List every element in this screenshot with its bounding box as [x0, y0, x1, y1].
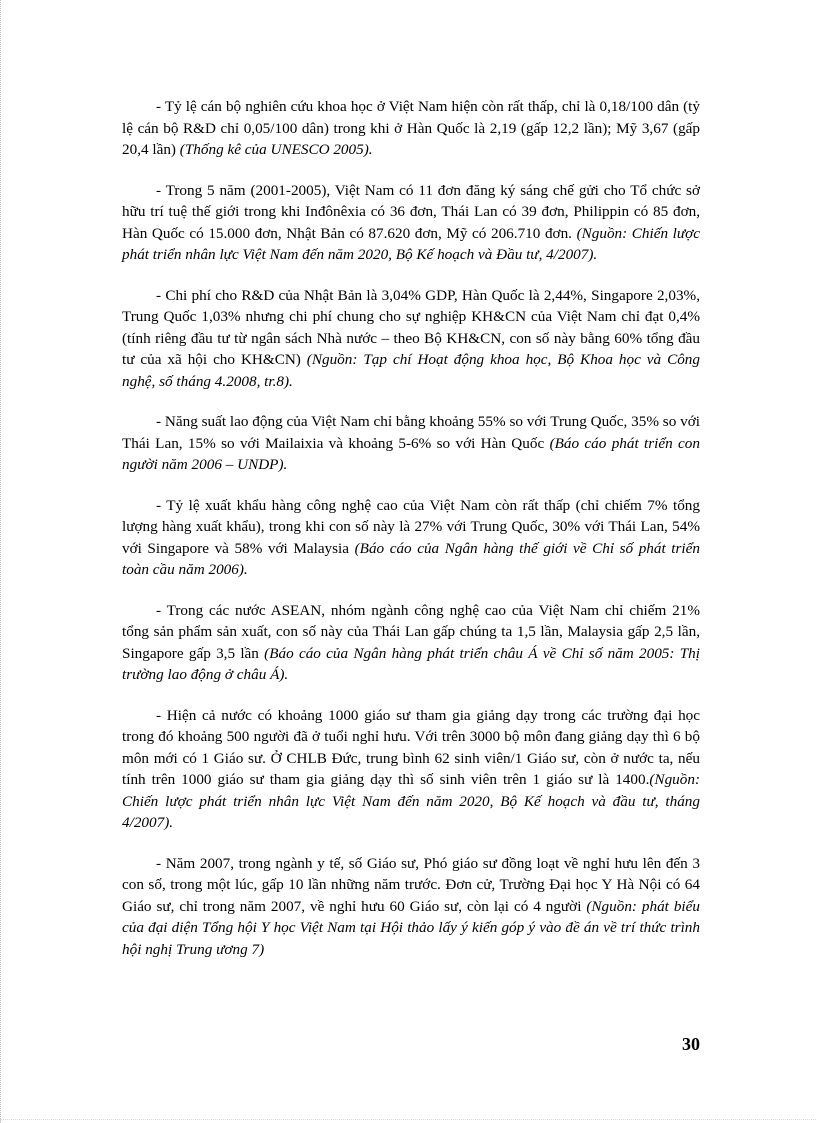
paragraph-professors [122, 705, 700, 834]
paragraph-medical-retirement [122, 853, 700, 961]
page-number: 30 [682, 1034, 700, 1054]
paragraph-rd-spending [122, 285, 700, 393]
page-content [122, 96, 700, 979]
paragraph-text: - Hiện cả nước có khoảng 1000 giáo sư tham gia giảng dạy trong các trường đại học trong đó khoảng 500 người đã ở tuổi nghỉ hưu. Với trên 3000 bộ môn đang giảng dạy thì 6 bộ môn mới có 1 Giáo sư. Ở CHLB Đức, trung bình 62 sinh viên/1 Giáo sư, còn ở nước ta, nếu tính trên 1000 giáo sư tham gia giảng dạy thì số sinh viên trên 1 giáo sư là 1400. [122, 706, 700, 788]
paragraph-text: - Năm 2007, trong ngành y tế, số Giáo sư, Phó giáo sư đồng loạt về nghỉ hưu lên đến 3 con số, trong một lúc, gấp 10 lần những năm trước. Đơn cử, Trường Đại học Y Hà Nội có 64 Giáo sư, chỉ trong năm 2007, về nghỉ hưu 60 Giáo sư, còn lại có 4 người [122, 854, 700, 915]
paragraph-labor-productivity [122, 411, 700, 476]
paragraph-text: - Trong các nước ASEAN, nhóm ngành công nghệ cao của Việt Nam chỉ chiếm 21% tổng sản phẩm sản xuất, con số này của Thái Lan gấp chúng ta 1,5 lần, Malaysia gấp 2,5 lần, Singapore gấp 3,5 lần [122, 601, 700, 662]
paragraph-source: (Nguồn: Chiến lược phát triển nhân lực Việt Nam đến năm 2020, Bộ Kế hoạch và đầu tư, tháng 4/2007). [122, 771, 700, 831]
paragraph-text: - Năng suất lao động của Việt Nam chỉ bằng khoảng 55% so với Trung Quốc, 35% so với Thái Lan, 15% so với Mailaixia và khoảng 5-6% so với Hàn Quốc [122, 413, 700, 452]
paragraph-source: (Nguồn: Tạp chí Hoạt động khoa học, Bộ Khoa học và Công nghệ, số tháng 4.2008, tr.8). [122, 351, 700, 390]
page-bottom-rule [0, 1119, 816, 1120]
paragraph-text: - Trong 5 năm (2001-2005), Việt Nam có 11 đơn đăng ký sáng chế gửi cho Tổ chức sở hữu trí tuệ thế giới trong khi Inđônêxia có 36 đơn, Thái Lan có 39 đơn, Philippin có 85 đơn, Hàn Quốc có 15.000 đơn, Nhật Bản có 87.620 đơn, Mỹ có 206.710 đơn. [122, 181, 700, 242]
paragraph-source: (Nguồn: phát biểu của đại diện Tổng hội Y học Việt Nam tại Hội thảo lấy ý kiến góp ý vào đề án về trí thức trình hội nghị Trung ương 7) [122, 897, 700, 958]
paragraph-text: - Tỷ lệ xuất khẩu hàng công nghệ cao của Việt Nam còn rất thấp (chỉ chiếm 7% tổng lượng hàng xuất khẩu), trong khi con số này là 27% với Trung Quốc, 30% với Thái Lan, 54% với Singapore và 58% với Malaysia [122, 496, 700, 557]
paragraph-text: - Chi phí cho R&D của Nhật Bản là 3,04% GDP, Hàn Quốc là 2,44%, Singapore 2,03%, Trung Quốc 1,03% nhưng chi phí chung cho sự nghiệp KH&CN của Việt Nam chỉ đạt 0,4% (tính riêng đầu tư từ ngân sách Nhà nước – theo Bộ KH&CN, con số này bằng 60% tổng đầu tư của xã hội cho KH&CN) [122, 286, 700, 368]
paragraph-researcher-ratio [122, 96, 700, 161]
paragraph-patent-applications [122, 180, 700, 266]
page-edge-line [0, 0, 1, 1123]
paragraph-source: (Nguồn: Chiến lược phát triển nhân lực Việt Nam đến năm 2020, Bộ Kế hoạch và Đầu tư, 4/2007). [122, 224, 700, 263]
paragraph-hightech-exports [122, 495, 700, 581]
paragraph-source: (Thống kê của UNESCO 2005). [179, 141, 373, 158]
paragraph-source: (Báo cáo của Ngân hàng thế giới về Chỉ số phát triển toàn cầu năm 2006). [122, 539, 700, 578]
paragraph-text: - Tỷ lệ cán bộ nghiên cứu khoa học ở Việt Nam hiện còn rất thấp, chỉ là 0,18/100 dân (tỷ lệ cán bộ R&D chỉ 0,05/100 dân) trong khi ở Hàn Quốc là 2,19 (gấp 12,2 lần); Mỹ 3,67 (gấp 20,4 lần) [122, 98, 700, 158]
paragraph-asean-hightech [122, 600, 700, 686]
paragraph-source: (Báo cáo phát triển con người năm 2006 – UNDP). [122, 434, 700, 473]
paragraph-source: (Báo cáo của Ngân hàng phát triển châu Á về Chỉ số năm 2005: Thị trường lao động ở châu Á). [122, 644, 700, 683]
